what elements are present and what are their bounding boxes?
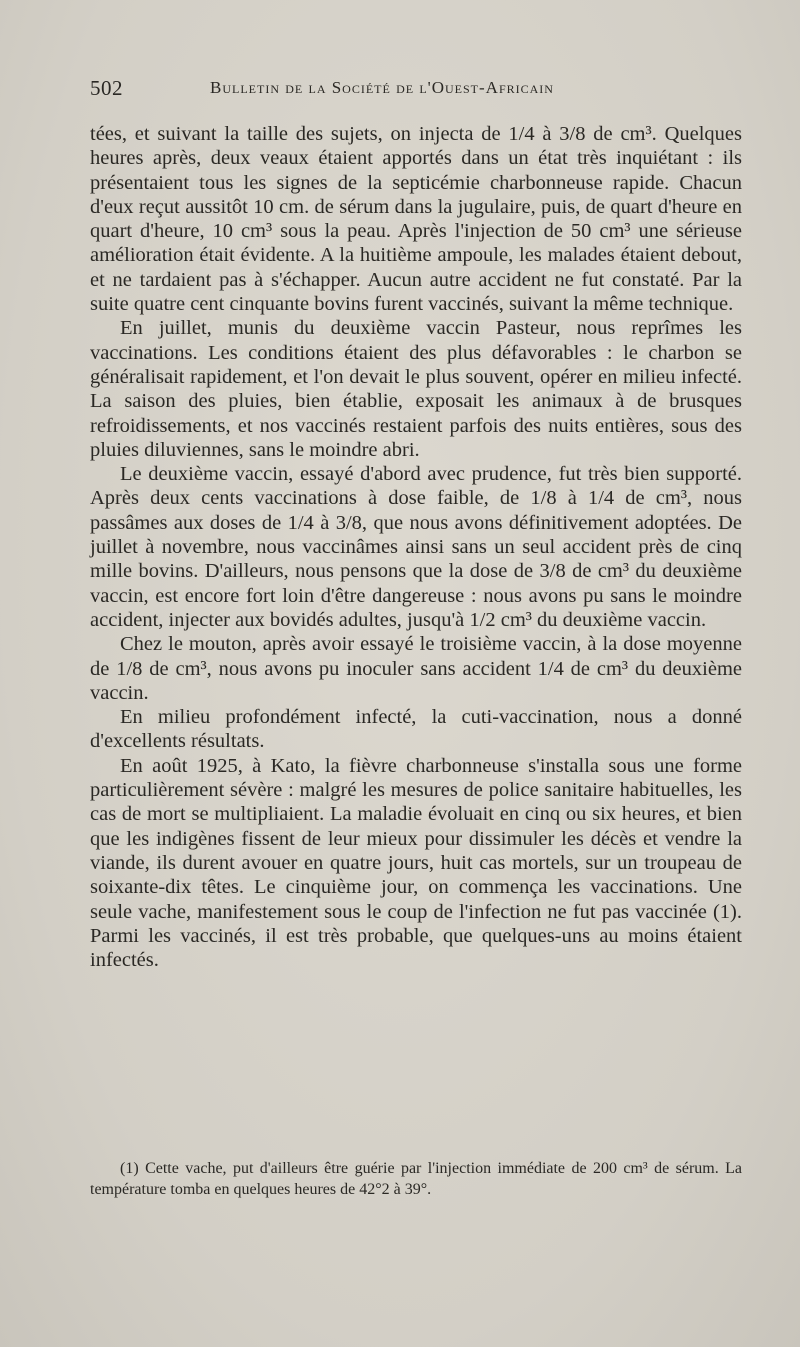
page-header — [90, 76, 750, 104]
paragraph-5: En milieu profondément infecté, la cuti-vaccination, nous a donné d'excellents résultats. — [90, 706, 742, 753]
running-title: Bulletin de la Société de l'Ouest-Africain — [210, 78, 554, 97]
body-text — [90, 122, 742, 972]
paragraph-3: Le deuxième vaccin, essayé d'abord avec prudence, fut très bien supporté. Après deux cents vaccinations à dose faible, de 1/8 à 1/4 de cm³, nous passâmes aux doses de 1/4 à 3/8, que nous avons définitivement adoptées. De juillet à novembre, nous vaccinâmes ainsi sans un seul accident près de cinq mille bovins. D'ailleurs, nous pensons que la dose de 3/8 de cm³ du deuxième vaccin, est encore fort loin d'être dangereuse : nous avons pu sans le moindre accident, injecter aux bovidés adultes, jusqu'à 1/2 cm³ du deuxième vaccin. — [90, 463, 742, 631]
paragraph-6: En août 1925, à Kato, la fièvre charbonneuse s'installa sous une forme particulièrement sévère : malgré les mesures de police sanitaire habituelles, les cas de mort se multipliaient. La maladie évoluait en cinq ou six heures, et bien que les indigènes fissent de leur mieux pour dissimuler les décès et vendre la viande, ils durent avouer en quatre jours, huit cas mortels, sur un troupeau de soixante-dix têtes. Le cinquième jour, on commença les vaccinations. Une seule vache, manifestement sous le coup de l'infection ne fut pas vaccinée (1). Parmi les vaccinés, il est très probable, que quelques-uns au moins étaient infectés. — [90, 754, 742, 972]
paragraph-1: tées, et suivant la taille des sujets, on injecta de 1/4 à 3/8 de cm³. Quelques heures après, deux veaux étaient apportés dans un état très inquiétant : ils présentaient tous les signes de la septicémie charbonneuse rapide. Chacun d'eux reçut aussitôt 10 cm. de sérum dans la jugulaire, puis, de quart d'heure en quart d'heure, 10 cm³ sous la peau. Après l'injection de 50 cm³ une sérieuse amélioration était évidente. A la huitième ampoule, les malades étaient debout, et ne tardaient pas à s'échapper. Aucun autre accident ne fut constaté. Par la suite quatre cent cinquante bovins furent vaccinés, suivant la même technique. — [90, 123, 742, 316]
footnote-text: (1) Cette vache, put d'ailleurs être guérie par l'injection immédiate de 200 cm³ de sérum. La température tomba en quelques heures de 42°2 à 39°. — [90, 1160, 742, 1198]
footnote — [90, 1158, 742, 1200]
page-number: 502 — [90, 76, 123, 100]
paragraph-4: Chez le mouton, après avoir essayé le troisième vaccin, à la dose moyenne de 1/8 de cm³, nous avons pu inoculer sans accident 1/4 de cm³ du deuxième vaccin. — [90, 633, 742, 704]
paragraph-2: En juillet, munis du deuxième vaccin Pasteur, nous reprîmes les vaccinations. Les conditions étaient des plus défavorables : le charbon se généralisait rapidement, et l'on devait le plus souvent, opérer en milieu infecté. La saison des pluies, bien établie, exposait les animaux à de brusques refroidissements, et nos vaccinés restaient parfois des nuits entières, sous des pluies diluviennes, sans le moindre abri. — [90, 317, 742, 461]
